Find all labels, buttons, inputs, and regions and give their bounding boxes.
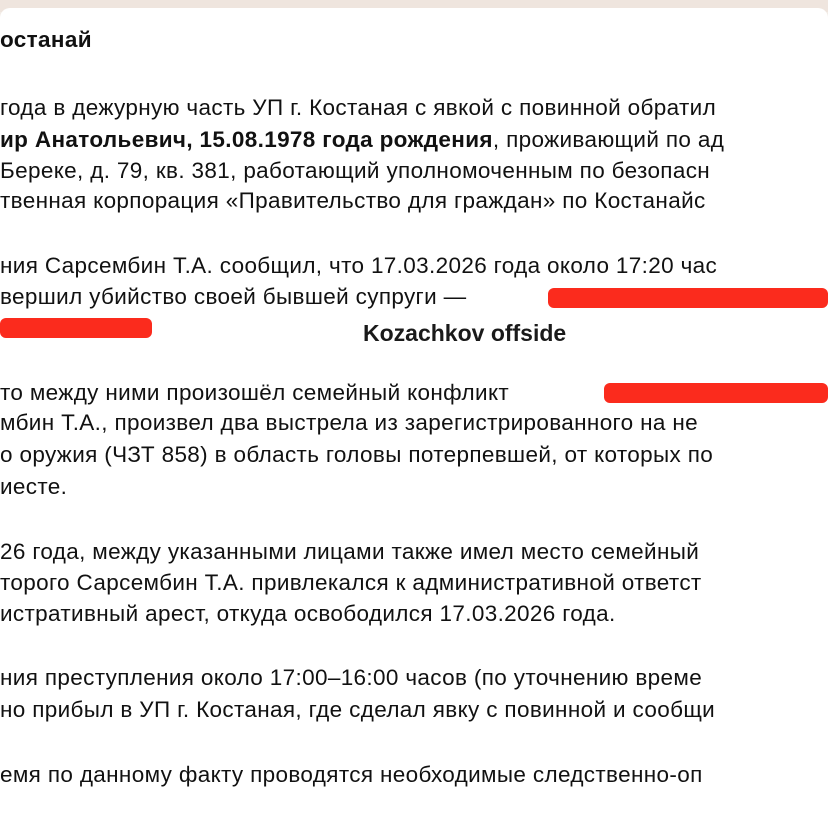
p4-line2: торого Сарсембин Т.А. привлекался к административной ответст xyxy=(0,570,702,595)
p4-line3: истративный арест, откуда освободился 17.03.2026 года. xyxy=(0,601,616,626)
p2-line2: вершил убийство своей бывшей супруги — xyxy=(0,284,467,309)
p2-line1: ния Сарсембин Т.А. сообщил, что 17.03.2026 года около 17:20 час xyxy=(0,253,718,278)
p3-line1: то между ними произошёл семейный конфликт xyxy=(0,380,510,405)
p4-line1: 26 года, между указанными лицами также имел место семейный xyxy=(0,539,700,564)
p1-line2-rest: , проживающий по ад xyxy=(492,127,725,152)
p1-line1: года в дежурную часть УП г. Костаная с явкой с повинной обратил xyxy=(0,95,717,120)
p1-line2 xyxy=(0,126,724,154)
p5-line2: но прибыл в УП г. Костаная, где сделал явку с повинной и сообщи xyxy=(0,697,716,722)
redaction-mark-1 xyxy=(548,288,828,308)
redaction-mark-3 xyxy=(604,383,828,403)
p5-line1: ния преступления около 17:00–16:00 часов (по уточнению време xyxy=(0,665,703,690)
p1-line4: твенная корпорация «Правительство для граждан» по Костанайс xyxy=(0,188,706,213)
watermark: Kozachkov offside xyxy=(363,320,567,346)
p3-line2: мбин Т.А., произвел два выстрела из зарегистрированного на не xyxy=(0,410,698,435)
document-header: останай xyxy=(0,27,92,52)
redaction-mark-2 xyxy=(0,318,152,338)
p6-line1: емя по данному факту проводятся необходимые следственно-оп xyxy=(0,762,703,787)
document-sheet xyxy=(0,8,828,828)
p3-line3: о оружия (ЧЗТ 858) в область головы потерпевшей, от которых по xyxy=(0,442,714,467)
p3-line4: иесте. xyxy=(0,474,68,499)
p1-line2-bold: ир Анатольевич, 15.08.1978 года рождения xyxy=(0,127,493,152)
p1-line3: Береке, д. 79, кв. 381, работающий уполномоченным по безопасн xyxy=(0,158,711,183)
